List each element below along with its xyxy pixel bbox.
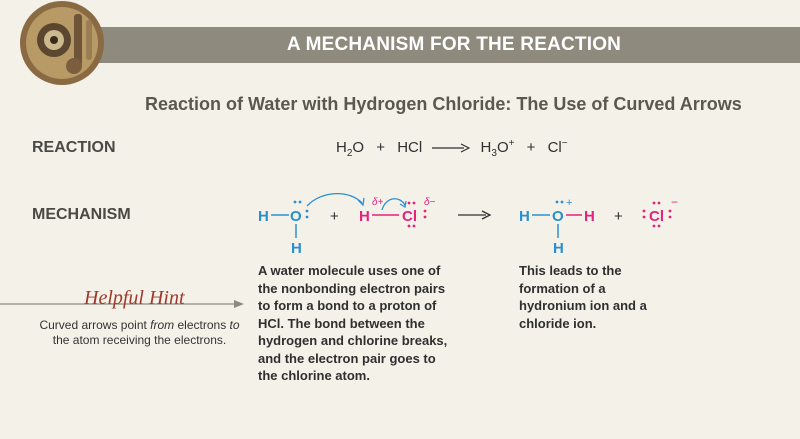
banner-title: A MECHANISM FOR THE REACTION	[286, 34, 622, 55]
hcl-formula: HCl	[397, 139, 423, 156]
lone-pair-dot	[299, 201, 302, 204]
product-h-left: H	[519, 208, 530, 225]
product-h-bottom: H	[553, 240, 564, 257]
helpful-hint-title: Helpful Hint	[84, 287, 185, 309]
mechanism-label: MECHANISM	[32, 206, 131, 223]
mech-plus-2: +	[614, 208, 623, 225]
hcl-chlorine: Cl	[402, 208, 417, 225]
mechanism-caption-left: A water molecule uses one of the nonbonding electron pairs to form a bond to a proton of HCl. The bond between the hydrogen and chlorine breaks, and the electron pair goes to the chlorine atom.	[258, 263, 448, 383]
water-oxygen: O	[290, 208, 302, 225]
lone-pair-dot	[294, 201, 297, 204]
plus-sign-1: +	[376, 139, 386, 156]
delta-plus: δ+	[372, 197, 384, 208]
lone-pair-dot	[306, 210, 309, 213]
subtitle: Reaction of Water with Hydrogen Chloride: The Use of Curved Arrows	[145, 94, 742, 114]
product-h-right: H	[584, 208, 595, 225]
mech-plus-1: +	[330, 208, 339, 225]
chloride-formula: Cl−	[547, 138, 568, 156]
delta-minus: δ−	[424, 197, 436, 208]
helpful-hint-text: Curved arrows point from electrons to the atom receiving the electrons.	[39, 318, 240, 347]
water-h-bottom: H	[291, 240, 302, 257]
mechanism-caption-right: This leads to the formation of a hydronium ion and a chloride ion.	[519, 263, 647, 331]
hcl-hydrogen: H	[359, 208, 370, 225]
water-h-left: H	[258, 208, 269, 225]
water-formula: $H_2O$	[336, 139, 365, 159]
product-o-charge: +	[566, 197, 573, 209]
curved-arrow-1	[307, 194, 362, 206]
chloride-charge: −	[671, 195, 679, 209]
reaction-label: REACTION	[32, 139, 116, 156]
product-oxygen: O	[552, 208, 564, 225]
chloride-ion: Cl	[649, 208, 664, 225]
hydronium-formula: $H_3O^+$	[480, 138, 515, 159]
plus-sign-2: +	[526, 139, 536, 156]
lone-pair-dot	[306, 216, 309, 219]
